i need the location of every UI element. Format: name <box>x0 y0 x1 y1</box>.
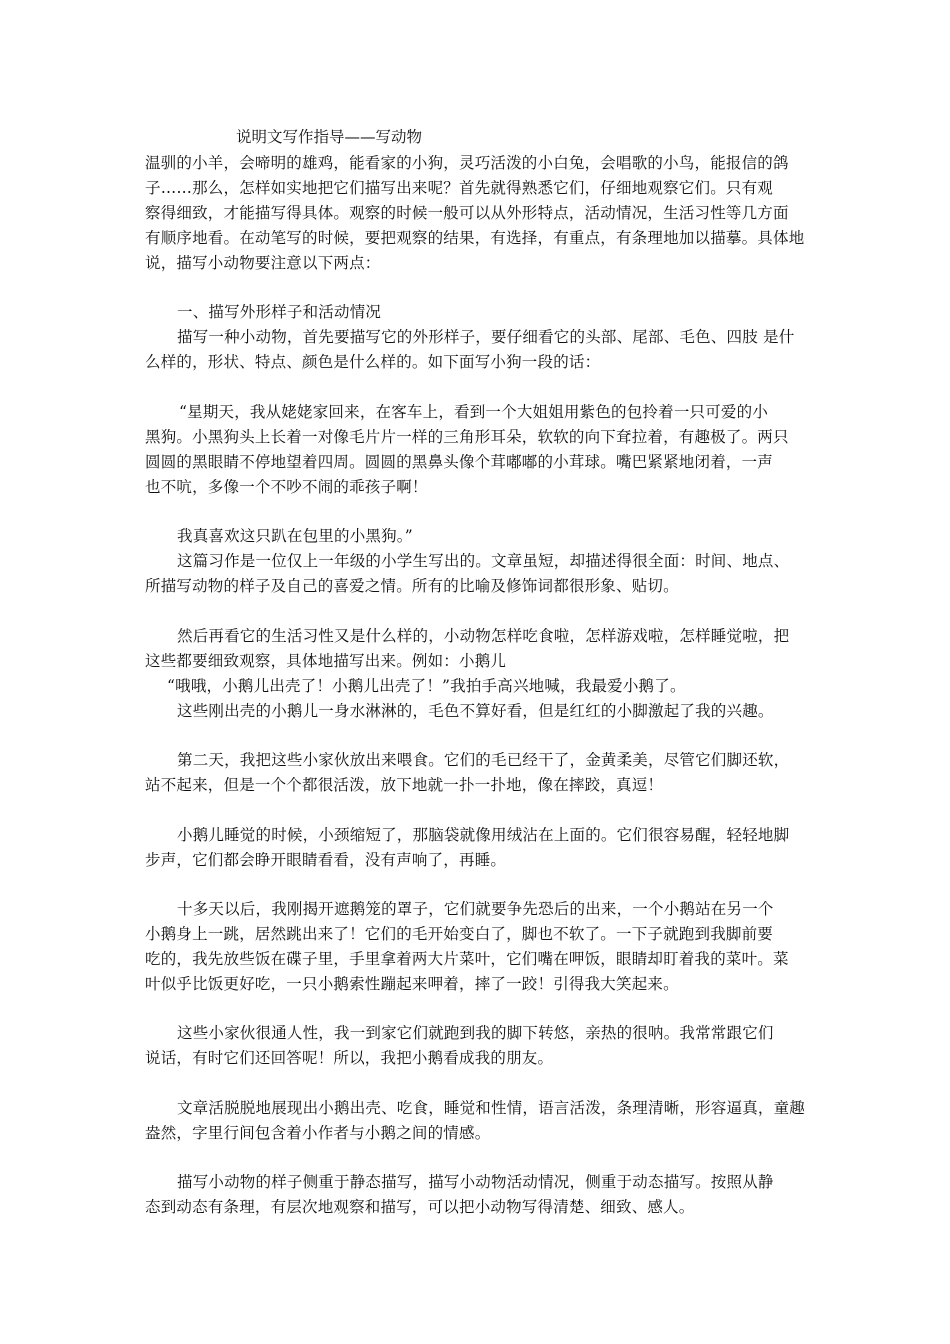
text-line: 察得细致，才能描写得具体。观察的时候一般可以从外形特点，活动情况，生活习性等几方面 <box>145 204 789 222</box>
text-line: 然后再看它的生活习性又是什么样的，小动物怎样吃食啦，怎样游戏啦，怎样睡觉啦，把 <box>177 627 790 645</box>
quote-line: 黑狗。小黑狗头上长着一对像毛片片一样的三角形耳朵，软软的向下耷拉着，有趣极了。两只 <box>145 428 789 446</box>
text-line: 么样的，形状、特点、颜色是什么样的。如下面写小狗一段的话： <box>145 353 601 371</box>
text-line: 小鹅身上一跳，居然跳出来了！它们的毛开始变白了，脚也不软了。一下子就跑到我脚前要 <box>145 925 774 943</box>
text-line: 盎然，字里行间包含着小作者与小鹅之间的情感。 <box>145 1124 491 1142</box>
text-line: 子……那么，怎样如实地把它们描写出来呢？首先就得熟悉它们，仔细地观察它们。只有观 <box>145 179 774 197</box>
text-line: 描写小动物的样子侧重于静态描写，描写小动物活动情况，侧重于动态描写。按照从静 <box>177 1173 774 1191</box>
text-line: 叶似乎比饭更好吃，一只小鹅索性蹦起来呷着，摔了一跤！引得我大笑起来。 <box>145 975 679 993</box>
quote-line: 圆圆的黑眼睛不停地望着四周。圆圆的黑鼻头像个茸嘟嘟的小茸球。嘴巴紧紧地闭着，一声 <box>145 453 774 471</box>
text-line: 步声，它们都会睁开眼睛看看，没有声响了，再睡。 <box>145 851 507 869</box>
text-line: 描写一种小动物，首先要描写它的外形样子，要仔细看它的头部、尾部、毛色、四肢 是什 <box>177 328 795 346</box>
section-heading: 一、描写外形样子和活动情况 <box>177 303 382 321</box>
text-line: 这些都要细致观察，具体地描写出来。例如：小鹅儿 <box>145 652 507 670</box>
text-line: 说话，有时它们还回答呢！所以，我把小鹅看成我的朋友。 <box>145 1049 554 1067</box>
text-line: 文章活脱脱地展现出小鹅出壳、吃食，睡觉和性情，语言活泼，条理清晰，形容逼真，童趣 <box>177 1099 806 1117</box>
text-line: 站不起来，但是一个个都很活泼，放下地就一扑一扑地，像在摔跤，真逗！ <box>145 776 664 794</box>
document-title: 说明文写作指导——写动物 <box>236 128 423 146</box>
text-line: 这篇习作是一位仅上一年级的小学生写出的。文章虽短，却描述得很全面：时间、地点、 <box>177 552 790 570</box>
text-line: 十多天以后，我刚揭开遮鹅笼的罩子，它们就要争先恐后的出来，一个小鹅站在另一个 <box>177 900 774 918</box>
text-line: 吃的，我先放些饭在碟子里，手里拿着两大片菜叶，它们嘴在呷饭，眼睛却盯着我的菜叶。菜 <box>145 950 789 968</box>
quote-line: 也不吭，多像一个不吵不闹的乖孩子啊！ <box>145 478 428 496</box>
text-line: 温驯的小羊，会啼明的雄鸡，能看家的小狗，灵巧活泼的小白兔，会唱歌的小鸟，能报信的鸽 <box>145 154 789 172</box>
text-line: 这些刚出壳的小鹅儿一身水淋淋的，毛色不算好看，但是红红的小脚激起了我的兴趣。 <box>177 702 774 720</box>
text-line: 所描写动物的样子及自己的喜爱之情。所有的比喻及修饰词都很形象、贴切。 <box>145 577 679 595</box>
text-line: 这些小家伙很通人性，我一到家它们就跑到我的脚下转悠，亲热的很呐。我常常跟它们 <box>177 1024 774 1042</box>
quote-line: 我真喜欢这只趴在包里的小黑狗。” <box>177 527 413 545</box>
text-line: “哦哦，小鹅儿出壳了！小鹅儿出壳了！”我拍手高兴地喊，我最爱小鹅了。 <box>167 677 686 695</box>
text-line: 有顺序地看。在动笔写的时候，要把观察的结果，有选择，有重点，有条理地加以描摹。具体地 <box>145 229 805 247</box>
text-line: 说，描写小动物要注意以下两点： <box>145 254 381 272</box>
text-line: 小鹅儿睡觉的时候，小颈缩短了，那脑袋就像用绒沾在上面的。它们很容易醒，轻轻地脚 <box>177 826 790 844</box>
quote-line: “星期天，我从姥姥家回来，在客车上，看到一个大姐姐用紫色的包拎着一只可爱的小 <box>179 403 769 421</box>
text-line: 态到动态有条理，有层次地观察和描写，可以把小动物写得清楚、细致、感人。 <box>145 1198 695 1216</box>
text-line: 第二天，我把这些小家伙放出来喂食。它们的毛已经干了，金黄柔美，尽管它们脚还软， <box>177 751 790 769</box>
